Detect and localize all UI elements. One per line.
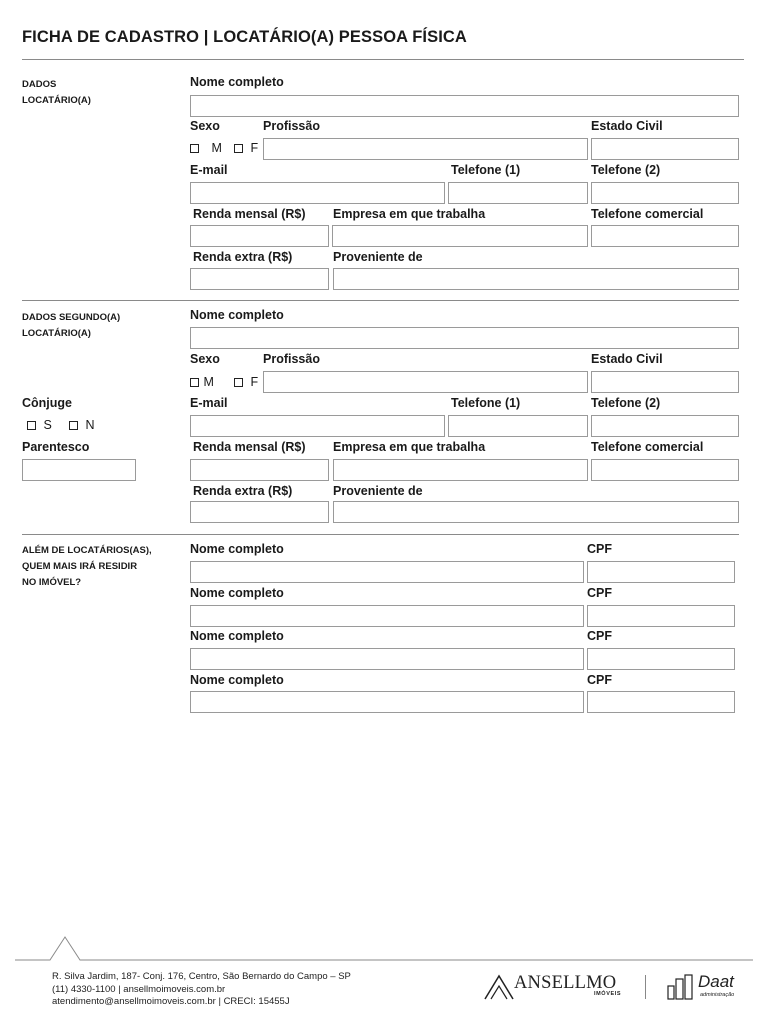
s1-email-label: E-mail bbox=[190, 163, 228, 177]
s2-nome-field[interactable] bbox=[190, 327, 739, 349]
s3-cpf-field[interactable] bbox=[587, 605, 735, 627]
s1-profissao-field[interactable] bbox=[263, 138, 588, 160]
s2-telefone1-field[interactable] bbox=[448, 415, 588, 437]
s1-telefone-comercial-label: Telefone comercial bbox=[591, 207, 704, 221]
s1-empresa-field[interactable] bbox=[332, 225, 588, 247]
s3-nome-label: Nome completo bbox=[190, 629, 284, 643]
s2-profissao-label: Profissão bbox=[263, 352, 320, 366]
s1-telefone1-field[interactable] bbox=[448, 182, 588, 204]
s2-conjuge-n-option[interactable] bbox=[69, 418, 95, 432]
s1-telefone2-label: Telefone (2) bbox=[591, 163, 661, 177]
s2-proveniente-field[interactable] bbox=[333, 501, 739, 523]
s2-email-field[interactable] bbox=[190, 415, 445, 437]
s2-renda-mensal-label: Renda mensal (R$) bbox=[193, 440, 306, 454]
s3-cpf-label: CPF bbox=[587, 629, 612, 643]
s2-conjuge-label: Cônjuge bbox=[22, 396, 72, 410]
footer-address bbox=[52, 971, 351, 1009]
buildings-icon bbox=[667, 974, 695, 1000]
footer-contact-line: (11) 4330-1100 | ansellmoimoveis.com.br bbox=[52, 983, 226, 995]
s3-nome-field[interactable] bbox=[190, 561, 584, 583]
s2-empresa-label: Empresa em que trabalha bbox=[333, 440, 486, 454]
section2-heading-line: LOCATÁRIO(A) bbox=[22, 328, 91, 339]
s1-sexo-f-option[interactable] bbox=[234, 141, 258, 155]
s2-proveniente-label: Proveniente de bbox=[333, 484, 423, 498]
s3-nome-field[interactable] bbox=[190, 648, 584, 670]
s1-renda-extra-label: Renda extra (R$) bbox=[193, 250, 293, 264]
s1-email-field[interactable] bbox=[190, 182, 445, 204]
s1-sexo-label: Sexo bbox=[190, 119, 220, 133]
section1-heading bbox=[22, 77, 91, 109]
s3-nome-field[interactable] bbox=[190, 691, 584, 713]
s1-profissao-label: Profissão bbox=[263, 119, 320, 133]
s1-renda-extra-field[interactable] bbox=[190, 268, 329, 290]
ansellmo-logo-text: ANSELLMO bbox=[514, 973, 617, 993]
section2-heading-line: DADOS SEGUNDO(A) bbox=[22, 312, 121, 323]
s2-sexo-f-option[interactable] bbox=[234, 375, 258, 389]
s3-nome-label: Nome completo bbox=[190, 542, 284, 556]
section1-heading-line: LOCATÁRIO(A) bbox=[22, 95, 91, 106]
checkbox-icon[interactable] bbox=[69, 421, 78, 430]
s1-sexo-f-label: F bbox=[250, 141, 259, 155]
s2-telefone2-label: Telefone (2) bbox=[591, 396, 661, 410]
s2-nome-label: Nome completo bbox=[190, 308, 284, 322]
roof-icon bbox=[484, 974, 514, 1000]
logo-separator bbox=[645, 975, 646, 999]
s1-nome-label: Nome completo bbox=[190, 75, 284, 89]
daat-logo-sub: administração bbox=[700, 992, 735, 998]
footer-address-line: R. Silva Jardim, 187- Conj. 176, Centro, São Bernardo do Campo – SP bbox=[52, 971, 351, 982]
checkbox-icon[interactable] bbox=[234, 378, 243, 387]
s3-cpf-field[interactable] bbox=[587, 561, 735, 583]
ansellmo-logo-sub: IMÓVEIS bbox=[594, 991, 622, 997]
section3-heading bbox=[22, 543, 152, 591]
s1-proveniente-field[interactable] bbox=[333, 268, 739, 290]
s2-telefone-comercial-label: Telefone comercial bbox=[591, 440, 704, 454]
s1-estado-civil-field[interactable] bbox=[591, 138, 739, 160]
s2-sexo-m-label: M bbox=[203, 375, 214, 389]
footer-divider bbox=[15, 935, 753, 965]
s2-parentesco-field[interactable] bbox=[22, 459, 136, 481]
s1-renda-mensal-label: Renda mensal (R$) bbox=[193, 207, 306, 221]
s1-nome-field[interactable] bbox=[190, 95, 739, 117]
s2-renda-extra-label: Renda extra (R$) bbox=[193, 484, 293, 498]
section2-divider bbox=[22, 534, 739, 535]
s3-nome-field[interactable] bbox=[190, 605, 584, 627]
s2-sexo-m-option[interactable] bbox=[190, 375, 214, 389]
s1-sexo-m-option[interactable] bbox=[190, 141, 222, 155]
s1-estado-civil-label: Estado Civil bbox=[591, 119, 663, 133]
s2-telefone2-field[interactable] bbox=[591, 415, 739, 437]
section1-heading-line: DADOS bbox=[22, 79, 57, 90]
s1-telefone1-label: Telefone (1) bbox=[451, 163, 521, 177]
daat-logo-text: Daat bbox=[698, 972, 734, 991]
s3-nome-label: Nome completo bbox=[190, 673, 284, 687]
s2-telefone1-label: Telefone (1) bbox=[451, 396, 521, 410]
section3-heading-line: QUEM MAIS IRÁ RESIDIR bbox=[22, 561, 138, 572]
checkbox-icon[interactable] bbox=[27, 421, 36, 430]
s2-profissao-field[interactable] bbox=[263, 371, 588, 393]
s1-telefone-comercial-field[interactable] bbox=[591, 225, 739, 247]
footer-email-creci-line: atendimento@ansellmoimoveis.com.br | CRECI: 15455J bbox=[52, 996, 290, 1007]
section3-heading-line: NO IMÓVEL? bbox=[22, 577, 82, 588]
s3-cpf-field[interactable] bbox=[587, 648, 735, 670]
s3-nome-label: Nome completo bbox=[190, 586, 284, 600]
s2-conjuge-s-option[interactable] bbox=[27, 418, 52, 432]
title-divider bbox=[22, 59, 744, 60]
checkbox-icon[interactable] bbox=[190, 378, 199, 387]
s2-email-label: E-mail bbox=[190, 396, 228, 410]
s2-parentesco-label: Parentesco bbox=[22, 440, 90, 454]
section3-heading-line: ALÉM DE LOCATÁRIOS(AS), bbox=[22, 545, 152, 556]
s2-conjuge-n-label: N bbox=[85, 418, 95, 432]
s1-proveniente-label: Proveniente de bbox=[333, 250, 423, 264]
s3-cpf-label: CPF bbox=[587, 542, 612, 556]
s2-renda-extra-field[interactable] bbox=[190, 501, 329, 523]
s2-renda-mensal-field[interactable] bbox=[190, 459, 329, 481]
s2-sexo-f-label: F bbox=[250, 375, 259, 389]
s1-sexo-m-label: M bbox=[211, 141, 222, 155]
checkbox-icon[interactable] bbox=[234, 144, 243, 153]
checkbox-icon[interactable] bbox=[190, 144, 199, 153]
s2-telefone-comercial-field[interactable] bbox=[591, 459, 739, 481]
s2-estado-civil-field[interactable] bbox=[591, 371, 739, 393]
s2-estado-civil-label: Estado Civil bbox=[591, 352, 663, 366]
daat-logo bbox=[667, 972, 747, 1002]
s2-sexo-label: Sexo bbox=[190, 352, 220, 366]
s1-telefone2-field[interactable] bbox=[591, 182, 739, 204]
page-title: FICHA DE CADASTRO | LOCATÁRIO(A) PESSOA FÍSICA bbox=[22, 28, 467, 46]
s1-empresa-label: Empresa em que trabalha bbox=[333, 207, 486, 221]
section2-heading bbox=[22, 310, 120, 342]
s1-renda-mensal-field[interactable] bbox=[190, 225, 329, 247]
s2-conjuge-s-label: S bbox=[43, 418, 52, 432]
ansellmo-logo bbox=[484, 972, 624, 1002]
section1-divider bbox=[22, 300, 739, 301]
s3-cpf-label: CPF bbox=[587, 673, 612, 687]
s3-cpf-field[interactable] bbox=[587, 691, 735, 713]
s2-empresa-field[interactable] bbox=[333, 459, 588, 481]
s3-cpf-label: CPF bbox=[587, 586, 612, 600]
